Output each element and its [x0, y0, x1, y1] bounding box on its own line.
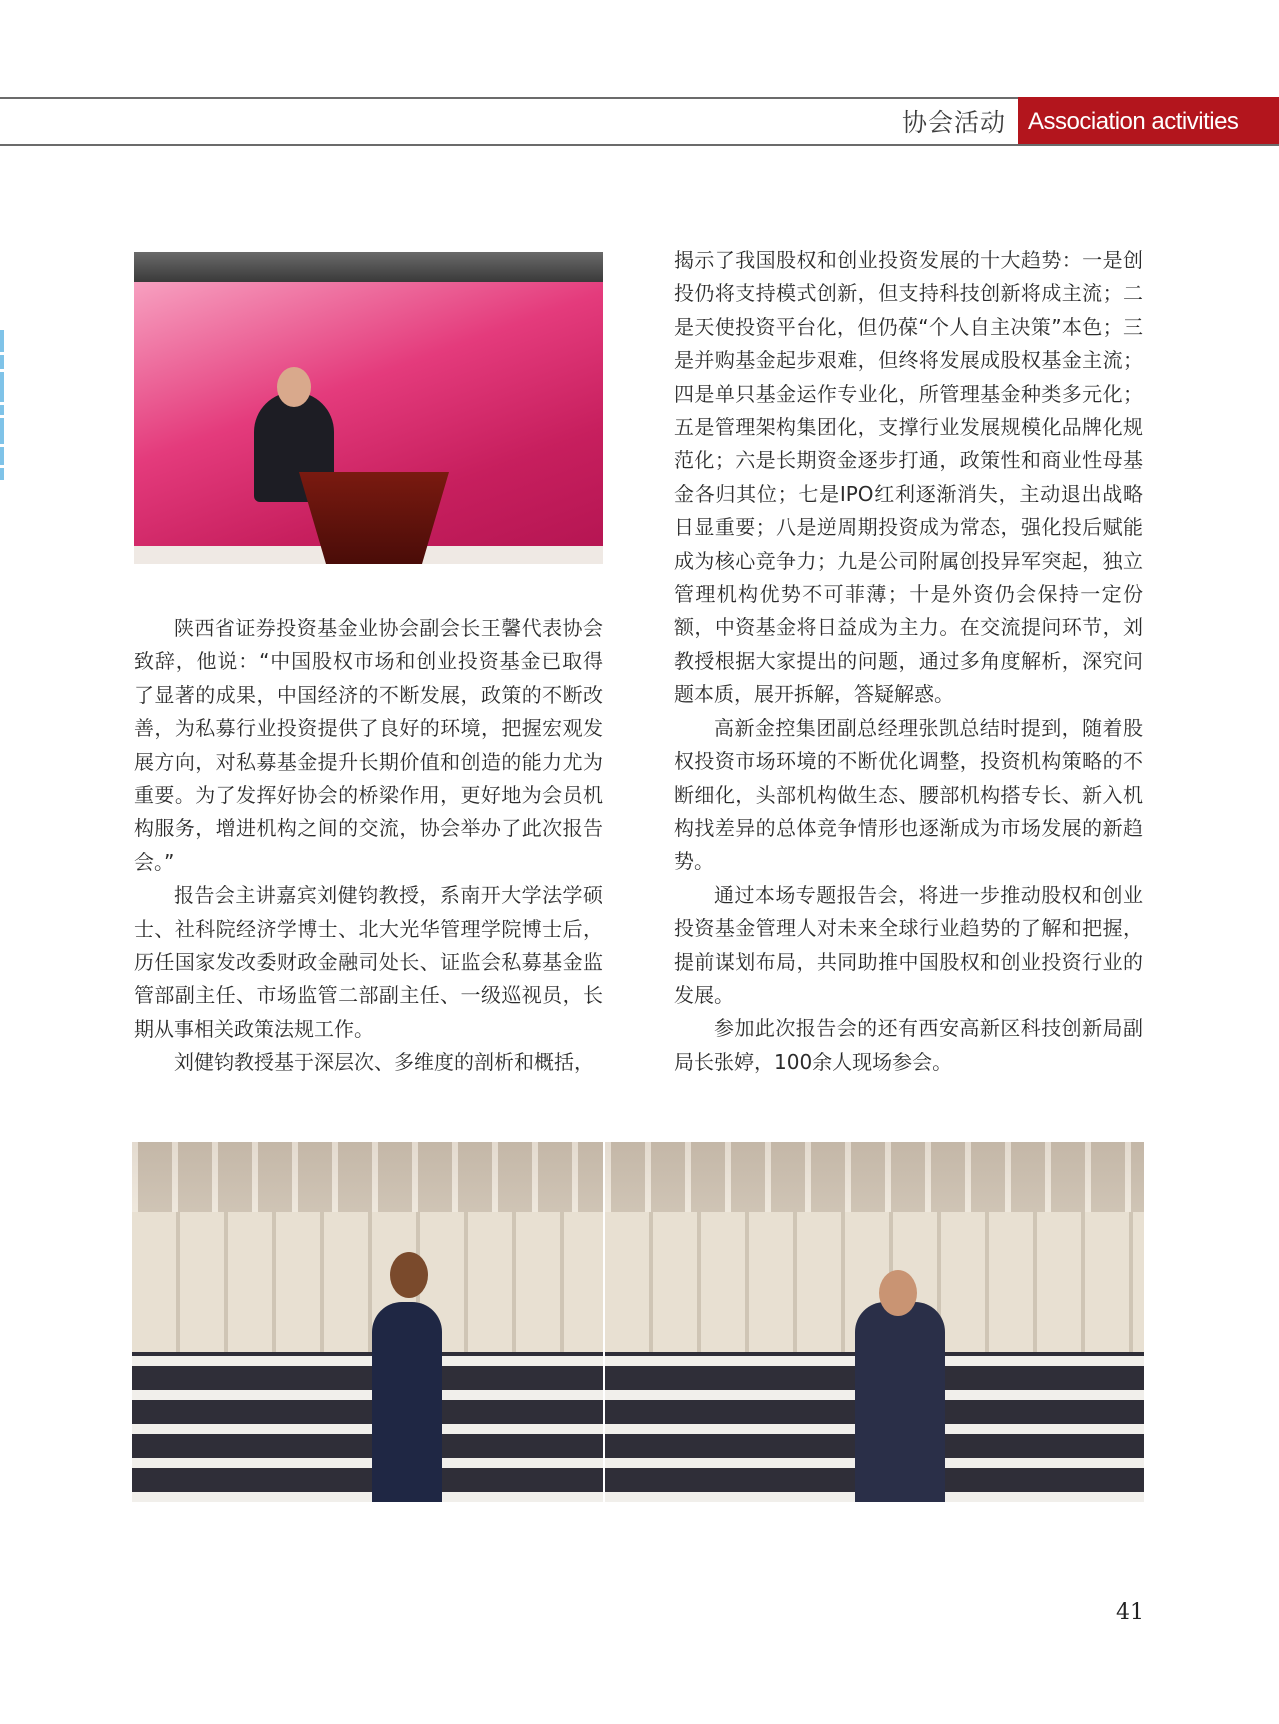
section-title-cn: 协会活动 [902, 108, 1007, 137]
paragraph: 陕西省证券投资基金业协会副会长王馨代表协会致辞，他说：“中国股权市场和创业投资基金已取得了显著的成果，中国经济的不断发展，政策的不断改善，为私募行业投资提供了良好的环境，把握宏观发展方向，对私募基金提升长期价值和创造的能力尤为重要。为了发挥好协会的桥梁作用，更好地为会员机构服务，增进机构之间的交流，协会举办了此次报告会。” [134, 616, 603, 874]
left-column-text [134, 612, 603, 1080]
paragraph: 通过本场专题报告会，将进一步推动股权和创业投资基金管理人对未来全球行业趋势的了解和把握，提前谋划布局，共同助推中国股权和创业投资行业的发展。 [674, 882, 1143, 1007]
paragraph: 报告会主讲嘉宾刘健钧教授，系南开大学法学硕士、社科院经济学博士、北大光华管理学院博士后，历任国家发改委财政金融司处长、证监会私募基金监管部副主任、市场监管二部副主任、一级巡视员，长期从事相关政策法规工作。 [134, 883, 603, 1041]
audience-photo-left [132, 1142, 603, 1502]
page-number: 41 [1116, 1600, 1144, 1625]
side-decoration [0, 330, 10, 500]
paragraph: 高新金控集团副总经理张凯总结时提到，随着股权投资市场环境的不断优化调整，投资机构策略的不断细化，头部机构做生态、腰部机构搭专长、新入机构找差异的总体竞争情形也逐渐成为市场发展的新趋势。 [674, 715, 1143, 874]
header-rule-bottom [0, 144, 1279, 146]
right-column-text [674, 244, 1143, 1079]
paragraph: 参加此次报告会的还有西安高新区科技创新局副局长张婷，100余人现场参会。 [674, 1016, 1143, 1074]
paragraph: 刘健钧教授基于深层次、多维度的剖析和概括， [174, 1050, 594, 1075]
speaker-photo [134, 252, 603, 564]
audience-photo-right [605, 1142, 1144, 1502]
section-title-en: Association activities [1018, 97, 1279, 146]
paragraph-continuation: 揭示了我国股权和创业投资发展的十大趋势：一是创投仍将支持模式创新，但支持科技创新将成主流；二是天使投资平台化，但仍葆“个人自主决策”本色；三是并购基金起步艰难，但终将发展成股权基金主流；四是单只基金运作专业化，所管理基金种类多元化；五是管理架构集团化，支撑行业发展规模化品牌化规范化；六是长期资金逐步打通，政策性和商业性母基金各归其位；七是IPO红利逐渐消失，主动退出战略日显重要；八是逆周期投资成为常态，强化投后赋能成为核心竞争力；九是公司附属创投异军突起，独立管理机构优势不可菲薄；十是外资仍会保持一定份额，中资基金将日益成为主力。在交流提问环节，刘教授根据大家提出的问题，通过多角度解析，深究问题本质，展开拆解，答疑解惑。 [674, 248, 1143, 707]
